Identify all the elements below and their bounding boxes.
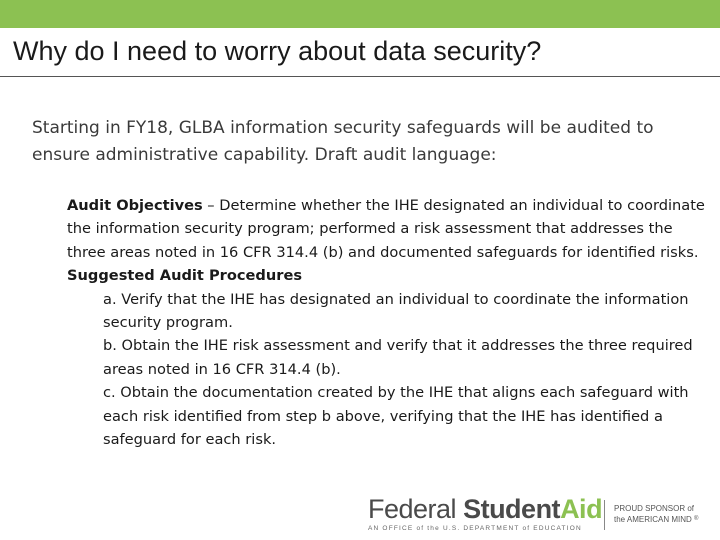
procedure-step-b: b. Obtain the IHE risk assessment and verify that it addresses the three required areas noted in 16 CFR 314.4 (b). xyxy=(103,337,693,378)
procedures-heading: Suggested Audit Procedures xyxy=(67,267,303,285)
logo-student: Student xyxy=(463,494,561,524)
audit-objectives-label: Audit Objectives xyxy=(67,197,203,214)
sponsor-line-2 xyxy=(614,514,698,525)
procedure-step-c: c. Obtain the documentation created by the IHE that aligns each safeguard with each risk identified from step b above, verifying that the IHE has identified a safeguard for each risk. xyxy=(103,384,689,449)
federal-student-aid-logo xyxy=(368,494,602,532)
logo-wordmark xyxy=(368,494,602,524)
header-accent-bar xyxy=(0,0,720,28)
audit-objectives xyxy=(67,194,707,264)
sponsor-text xyxy=(614,503,698,525)
slide-title: Why do I need to worry about data security? xyxy=(13,36,542,66)
title-divider xyxy=(0,76,720,77)
footer xyxy=(0,490,720,540)
sponsor-trademark: ® xyxy=(694,516,699,522)
audit-language xyxy=(67,194,707,451)
sponsor-line-1: PROUD SPONSOR of xyxy=(614,504,695,513)
logo-federal: Federal xyxy=(368,494,464,524)
intro-paragraph: Starting in FY18, GLBA information security safeguards will be audited to ensure administrative capability. Draft audit language: xyxy=(32,118,654,165)
logo-aid: Aid xyxy=(560,494,603,524)
logo-tagline: AN OFFICE of the U.S. DEPARTMENT of EDUCATION xyxy=(368,525,582,532)
logo-divider xyxy=(604,500,605,530)
sponsor-line-2-text: the AMERICAN MIND xyxy=(614,515,692,524)
procedure-step-a: a. Verify that the IHE has designated an individual to coordinate the information security program. xyxy=(103,290,689,332)
audit-objectives-text: – Determine whether the IHE designated an individual to coordinate the information security program; performed a risk assessment that addresses the three areas noted in 16 CFR 314.4 (b) and documented safeguards for identified risks. xyxy=(67,197,705,261)
